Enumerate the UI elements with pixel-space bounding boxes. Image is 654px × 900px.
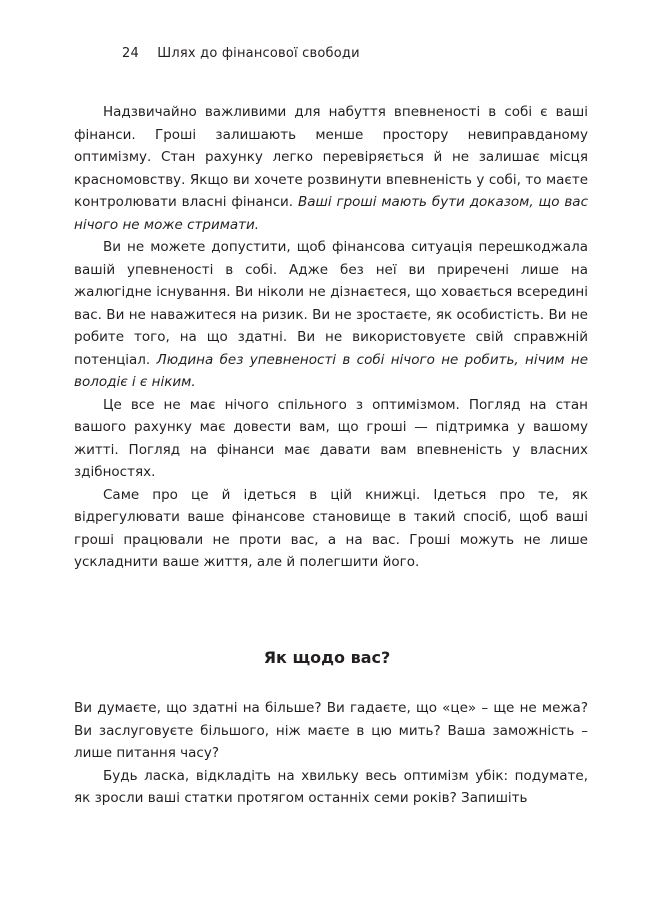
running-title: Шлях до фінансової свободи [157, 46, 360, 61]
paragraph-2 [74, 236, 588, 394]
running-head [122, 46, 360, 61]
section-paragraph-1: Ви думаєте, що здатні на більше? Ви гадаєте, що «це» – ще не межа? Ви заслуговуєте більшого, ніж маєте в цю мить? Ваша заможність – лише питання часу? [74, 700, 588, 761]
paragraph-2-text: Ви не можете допустити, щоб фінансова ситуація перешкоджала вашій упевненості в собі. Адже без неї ви приречені лише на жалюгідне існування. Ви ніколи не дізнаєтеся, що ховається всередині вас. Ви не наважитеся на ризик. Ви не зростаєте, як особистість. Ви не робите того, на що здатні. Ви не використовуєте свій справжній потенціал. [74, 239, 588, 368]
page-number: 24 [122, 46, 139, 61]
section-heading: Як щодо вас? [263, 648, 391, 667]
paragraph-4: Саме про це й ідеться в цій книжці. Ідеться про те, як відрегулювати ваше фінансове становище в такий спосіб, щоб ваші гроші працювали не проти вас, а на вас. Гроші можуть не лише ускладнити ваше життя, але й полегшити його. [74, 486, 588, 570]
paragraph-3: Це все не має нічого спільного з оптимізмом. Погляд на стан вашого рахунку має довести вам, що гроші — підтримка у вашому житті. Погляд на фінанси має давати вам впевненість у власних здібностях. [74, 396, 588, 480]
paragraph-1-text: Надзвичайно важливими для набуття впевненості в собі є ваші фінанси. Гроші залишають менше простору невиправданому оптимізму. Стан рахунку легко перевіряється й не залишає місця красномовству. Якщо ви хочете розвинути впевненість у собі, то маєте контролювати власні фінанси. [74, 104, 588, 210]
paragraph-1-emphasis: Ваші гроші мають бути доказом, що вас нічого не може стримати. [74, 194, 588, 233]
section-text [74, 697, 588, 810]
paragraph-2-emphasis: Людина без упевненості в собі нічого не робить, нічим не володіє і є ніким. [74, 351, 588, 390]
main-text [74, 101, 588, 574]
paragraph-1 [74, 101, 588, 236]
section-paragraph-2: Будь ласка, відкладіть на хвильку весь оптимізм убік: подумате, як зросли ваші статки протягом останніх семи років? Запишіть [74, 767, 588, 806]
